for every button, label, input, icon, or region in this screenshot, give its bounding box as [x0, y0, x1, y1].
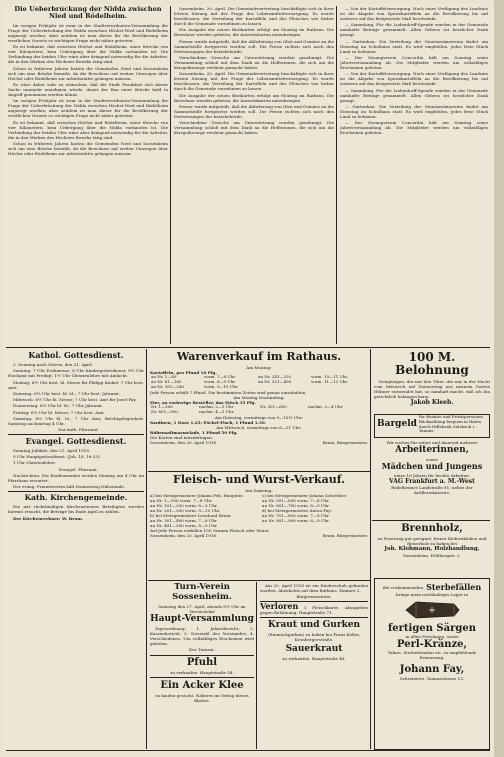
list-item: an Nr. 801—900 vorm. 8—9 Uhr	[262, 518, 329, 524]
article-paragraph: Ferner wurde mitgeteilt, daß die Ablieferung von Obst und Gemüse an die Sammelstelle fortgesetzt werden soll. Die Preise richten sich nach den Festsetzungen der Kreisbehörde.	[174, 38, 334, 54]
notice-line: Freitag: 6½ Uhr hl. Messe; 7 Uhr best. Amt.	[13, 409, 106, 415]
kirchengemeinde-title: Kath. Kirchengemeinde.	[24, 492, 128, 502]
notice-signature: Der Turnrat.	[188, 647, 216, 653]
belohnung-name: Jakob Kleeb.	[410, 399, 454, 407]
list-item: an Nr. 501—600 vorm. 7—8 Uhr	[262, 498, 329, 504]
schedule-table	[150, 405, 368, 415]
article-column-2	[174, 6, 334, 346]
brennholz-title: Brennholz,	[401, 523, 463, 534]
notice-line: 9 Uhr Hauptgottesdienst. (Joh. 16, 16-23).	[13, 454, 101, 460]
article-column-3	[340, 6, 488, 346]
list-item: an Nr. 601—700 vorm. 8—9 Uhr	[262, 503, 329, 509]
brennholz-text: zu Feuerung gut geeignet, ferner Kiefernkloben und Reiserholz zu haben bei	[377, 536, 487, 547]
warenverkauf-title: Warenverkauf im Rathaus.	[176, 351, 342, 363]
vag-ad	[374, 440, 490, 518]
section-rule	[260, 601, 368, 602]
table-cell: Nr. 1—300	[151, 403, 173, 409]
sarg-ad	[374, 578, 490, 750]
turnverein-title: Turn-Verein Sossenheim.	[172, 583, 232, 602]
page-edge	[494, 0, 504, 757]
belohnung-ad	[374, 351, 490, 413]
article-paragraph: — Sammlung. Für die Ludendorff-Spende wurden in der Gemeinde namhafte Beträge gesammelt. Allen Gebern sei herzlicher Dank gesagt.	[340, 22, 488, 38]
notice-day: Am Dienstag, vormittags von 9—10½ Uhr:	[214, 414, 304, 420]
vag-workers: Arbeiterinnen,	[395, 445, 469, 456]
notice-footer	[150, 440, 368, 445]
article-paragraph: — Von der Kartoffelversorgung. Nach einer Verfügung des Landrats ist die Abgabe von Speisekartoffeln an die Bevölkerung bis auf weiteres auf das festgesetzte Maß beschränkt.	[340, 71, 488, 87]
fund-text: Am 20. April 1918 ist ein Kinderschuh gefunden worden. Abzuholen auf dem Rathaus, Zimmer 2.	[260, 583, 368, 594]
notice-line: Mittwoch: 6½ Uhr hl. Messe; 7 Uhr best. Amt für Josef Fay.	[13, 397, 137, 403]
list-item: c) bei Metzgermeister Johann Schreiber:	[262, 493, 347, 499]
notice-note: Auf jede Person entfallen 100 Gramm Fleisch oder Wurst.	[150, 528, 271, 534]
vag-lead: Wir suchen für sofort und dauernd mehrere	[386, 440, 478, 445]
ev-gottesdienst-title: Evangel. Gottesdienst.	[25, 435, 127, 446]
column-divider	[370, 349, 371, 749]
article-paragraph: — Gartenbau. Die Verteilung der Gemüsesämereien findet am Dienstag im Schulhaus statt. Es wird empfohlen, jedes freie Stück Land zu bebauen.	[340, 103, 488, 120]
bargeld-ad	[374, 414, 490, 438]
fleisch-title: Fleisch- und Wurst-Verkauf.	[173, 474, 345, 486]
article-paragraph: Schon in früheren Jahren hatten die Gemeinden Nied und Sossenheim sich um eine Brücke bemüht, da die Bewohner auf weiten Umwegen über Höchst oder Rödelheim zur Arbeitsstätte gelangen müssen.	[8, 65, 168, 81]
article-paragraph: Schon in früheren Jahren hatten die Gemeinden Nied und Sossenheim sich um eine Brücke bemüht, da die Bewohner auf weiten Umwegen über Höchst oder Rödelheim zur Arbeitsstätte gelangen müssen.	[8, 140, 168, 157]
list-item: an Nr. 1—100 vorm. 7—8 Uhr	[150, 498, 212, 504]
notice-line: Sonntag: 7 Uhr Frühmesse; 8 Uhr Kindergottesdienst; 9½ Uhr Hochamt mit Predigt; 1½ Uhr Christenlehre mit Andacht.	[8, 368, 144, 379]
column-divider	[146, 349, 147, 749]
small-ads-column	[260, 583, 368, 749]
sarg-address: Schreinerei, Taunusstrasse 13.	[399, 676, 465, 681]
notice-item: Kartoffeln, pro Pfund 10 Pfg.	[150, 370, 217, 376]
table-cell: an Nr. 161—240	[151, 383, 185, 389]
kraut-title: Kraut und Gurken	[267, 620, 361, 631]
section-rule	[8, 434, 144, 435]
fleisch-list	[150, 493, 368, 528]
list-item: an Nr. 701—800 vorm. 7—8 Uhr	[262, 513, 329, 519]
article-paragraph: Die Ausgabe der neuen Brotkarten erfolgt am Montag im Rathaus. Die Bewohner werden gebeten, die Ausweiskarten mitzubringen.	[174, 92, 334, 103]
article-column-1	[8, 6, 168, 346]
notice-line: Donnerstag: 6½ Uhr hl. M.; 7 Uhr Jahramt.	[13, 403, 104, 409]
pfuhl-text: zu verkaufen. Hauptstraße 54.	[170, 670, 234, 676]
table-cell: Nr. 601—900	[151, 408, 178, 414]
article-paragraph: Die Ausgabe der neuen Brotkarten erfolgt am Montag im Rathaus. Die Bewohner werden gebeten, die Ausweiskarten mitzubringen.	[174, 27, 334, 38]
list-item: an Nr. 101—200 vorm. 8—9 Uhr	[150, 503, 217, 509]
list-item: an Nr. 301—400 vorm. 7—8 Uhr	[150, 518, 217, 524]
notice-item: Rübensaftmarmelade, 1 Pfund 50 Pfg.	[150, 429, 238, 435]
schedule-table	[150, 375, 368, 390]
vag-youth: Mädchen und Jungens	[381, 461, 483, 472]
sarg-title: Sterbefällen	[426, 582, 482, 592]
table-cell: nachm. 3—4 Uhr	[308, 403, 343, 409]
notice-date: Sossenheim, den 20. April 1918.	[150, 440, 218, 445]
list-item: b) bei Metzgermeister Leonhard Brum:	[150, 513, 232, 519]
table-cell: an Nr. 321—400	[258, 379, 292, 384]
notice-item: Sardinen, 1 Dose 1.25; Pöckel-Fisch, 1 Pfund 1.50.	[150, 419, 267, 425]
list-item: a) bei Metzgermeister Johann Feh, Hauptstr.:	[150, 493, 245, 499]
notice-signature: Bürgermeisterei.	[296, 594, 332, 600]
sarg-text: bringe mein reichhaltiges Lager in	[395, 592, 469, 597]
table-cell: nachm. 2—3 Uhr	[199, 403, 234, 409]
table-cell: Nr. 301—600	[259, 403, 287, 409]
turnverein-date: Samstag den 27. April, abends 8½ Uhr im Vereinslokal	[158, 604, 246, 615]
section-rule	[8, 491, 144, 492]
notice-note: Die Karten sind mitzubringen.	[150, 434, 213, 440]
table-cell: an Nr. 81—160	[151, 379, 182, 384]
brennholz-address: Sossenheim, Feldbergstr. 5.	[403, 552, 461, 558]
article-paragraph: Es ist bekannt, daß zwischen Höchst und Rödelheim, einer Strecke von vier Kilometern, kein Uebergang über die Nidda vorhanden ist. Die Verbindung der beiden Ufer wäre aber dringend notwendig für die Arbeiter, die in den Werken des Höchster Bezirks tätig sind.	[8, 44, 168, 65]
notice-day: Am Montag:	[246, 365, 272, 370]
notice-line: Die mit rückständigen Kirchensteuern Beteiligten werden hiermit ersucht, die Beträge bis Ende April zu zahlen.	[8, 504, 144, 515]
sauerkraut-text: zu verkaufen. Hauptstraße 48.	[282, 656, 346, 662]
sauerkraut-title: Sauerkraut	[285, 644, 343, 655]
turnverein-notice	[150, 583, 254, 749]
article-paragraph: Es ist bekannt, daß zwischen Höchst und Rödelheim, einer Strecke von vier Kilometern, kein Uebergang über die Nidda vorhanden ist. Die Verbindung der beiden Ufer wäre aber dringend notwendig für die Arbeiter, die in den Werken des Höchster Bezirks tätig sind.	[8, 119, 168, 140]
newspaper-page	[4, 4, 498, 752]
table-cell: nachm. 4—5 Uhr	[199, 408, 234, 414]
page-bottom-rule	[6, 750, 490, 751]
sarg-text3: Talare, Sterbehemden etc. in empfehlende Erinnerung.	[387, 650, 477, 660]
belohnung-text: Demjenigen, der mir den Täter, der mir in der Nacht vom Mittwoch auf Donnerstag aus meinem Garten Hühner entwendet hat, so namhaft macht, daß ich ihn gerichtlich belangen kann.	[374, 379, 490, 400]
table-cell: vorm. 7—8 Uhr	[204, 374, 236, 380]
table-cell: an Nr. 241—320	[258, 374, 292, 380]
notice-day: Am Mittwoch, vormittags von 8—11 Uhr:	[216, 424, 302, 430]
article-paragraph: Sossenheim, 20. April. Die Gemeindevertretung beschäftigte sich in ihrer letzten Sitzung mit der Frage der Lebensmittelversorgung. Es wurde beschlossen, die Verteilung der Kartoffeln und des Fleisches wie bisher durch die Gemeinde vornehmen zu lassen.	[174, 71, 334, 92]
bargeld-title: Bargeld	[377, 419, 417, 430]
church-notices-column	[8, 351, 144, 749]
bargeld-text: für Beamte und Privatpersonen. Rückzahlung bequem in Raten durch Hilfsbank Sulzbach i. Taunus.	[418, 414, 485, 434]
article-paragraph: Verschiedene Gesuche um Unterstützung wurden genehmigt. Die Versammlung schloß mit dem Dank an die Helferinnen, die sich um die Kriegsfürsorge verdient gemacht haben.	[174, 54, 334, 71]
notice-item: Eier, an vorherige Besteller, das Stück 35 Pfg.	[150, 399, 256, 405]
article-paragraph: — Der Gesangverein Concordia hält am Sonntag seine Jahresversammlung ab. Die Mitglieder werden um vollzähliges Erscheinen gebeten.	[340, 54, 488, 71]
notice-line: Dienstag: 6½ Uhr best. hl. M.; 7 Uhr best. Jahramt.	[13, 390, 121, 396]
acker-title: Ein Acker Klee	[160, 680, 244, 692]
table-cell: an Nr. 1—80	[151, 374, 177, 380]
kraut-text: (Einmachgurken) zu haben bei Franz Keller, Kronbergerstraße.	[268, 632, 360, 643]
vag-sowie: sowie	[426, 457, 438, 463]
article-paragraph: Ferner wurde mitgeteilt, daß die Ablieferung von Obst und Gemüse an die Sammelstelle fortgesetzt werden soll. Die Preise richten sich nach den Festsetzungen der Kreisbehörde.	[174, 103, 334, 120]
article-paragraph: — Der Gesangverein Concordia hält am Sonntag seine Jahresversammlung ab. Die Mitglieder werden um vollzähliges Erscheinen gebeten.	[340, 120, 488, 136]
vag-address: Rödelheimer Landstraße 81, neben der Artilleriekaserne.	[391, 485, 473, 496]
column-divider	[336, 6, 337, 344]
list-item: an Nr. 201—300 vorm. 9—10 Uhr	[150, 508, 220, 514]
article-paragraph: Verschiedene Gesuche um Unterstützung wurden genehmigt. Die Versammlung schloß mit dem Dank an die Helferinnen, die sich um die Kriegsfürsorge verdient gemacht haben.	[174, 120, 334, 136]
notice-line: 1 Uhr Christenlehre.	[13, 460, 57, 466]
section-rule	[148, 580, 370, 581]
table-cell: vorm. 11—12 Uhr	[311, 379, 348, 384]
notice-line: Samstag: 6½ Uhr hl. M.; 7 Uhr Amt; Beichtgelegenheit: Samstag nachmittag 4 Uhr.	[8, 415, 144, 426]
table-cell: vorm. 10—11 Uhr	[311, 374, 348, 380]
vag-text: unter 16 Jahren für leichte Arbeiten.	[393, 473, 471, 479]
column-divider	[170, 6, 171, 344]
section-rule	[372, 520, 490, 521]
notice-signature: Der Kirchenrechner: W. Brum.	[13, 515, 84, 521]
fleisch-notice	[150, 474, 368, 578]
table-cell: vorm. 8—9 Uhr	[204, 379, 236, 384]
table-cell: vorm. 9—10 Uhr	[204, 383, 238, 389]
sarg-name: Johann Fay,	[399, 664, 465, 675]
notice-day: Am Montag Nachmittag:	[233, 394, 285, 400]
belohnung-title: 100 M. Belohnung	[395, 351, 469, 377]
article-paragraph: — Gartenbau. Die Verteilung der Gemüsesämereien findet am Dienstag im Schulhaus statt. Es wird empfohlen, jedes freie Stück Land zu bebauen.	[340, 38, 488, 54]
verloren-text: 1 Fleischkarte. Abzugeben gegen Belohnung. Hauptstraße 71.	[260, 605, 368, 616]
verloren-title: Verloren	[260, 601, 299, 612]
notice-note: Jede Person erhält 7 Pfund. Die bestimmten Zeiten sind genau einzuhalten.	[150, 389, 307, 395]
article-paragraph: Sossenheim, 20. April. Die Gemeindevertretung beschäftigte sich in ihrer letzten Sitzung mit der Frage der Lebensmittelversorgung. Es wurde beschlossen, die Verteilung der Kartoffeln und des Fleisches wie bisher durch die Gemeinde vornehmen zu lassen.	[174, 6, 334, 27]
vag-firm: VAG Frankfurt a. M.-West	[389, 478, 475, 486]
notice-signature: Das kath. Pfarramt.	[58, 427, 99, 433]
article-title: Die Ueberbrückung der Nidda zwischen Nied und Rödelheim.	[14, 6, 162, 21]
turnverein-text: Tagesordnung: 1. Jahresbericht; 2. Kassenbericht; 3. Neuwahl des Vorstandes; 4. Verschiedenes. Um vollzähliges Erscheinen wird gebeten.	[150, 626, 254, 647]
section-rule	[148, 471, 370, 472]
acker-text: zu kaufen gesucht. Näheres im Verlag dieses Blattes.	[155, 693, 249, 704]
notice-line: Sonntag Jubilate, den 21. April 1918.	[13, 447, 91, 453]
notice-signature: Evangel. Pfarramt.	[58, 466, 99, 472]
notice-line: 3. Sonntag nach Ostern, den 21. April.	[13, 362, 94, 367]
brennholz-ad	[374, 523, 490, 575]
notice-date: Sossenheim, den 20. April 1918.	[150, 533, 218, 539]
article-paragraph: Im vorigen Frühjahr ist zwar in der Stadtverordneten-Versammlung die Frage der Ueberbrückung der Nidda zwischen Höchst-Nied und Rödelheim angeregt worden; aber seitdem ist man dieser für die Bevölkerung der westlichen Vororte so wichtigen Frage nicht näher getreten.	[8, 22, 168, 43]
warenverkauf-notice	[150, 351, 368, 469]
sarg-text2: in allen Preislagen, sowie	[405, 634, 459, 639]
article-paragraph: — Von der Kartoffelversorgung. Nach einer Verfügung des Landrats ist die Abgabe von Speisekartoffeln an die Bevölkerung bis auf weiteres auf das festgesetzte Maß beschränkt.	[340, 6, 488, 22]
section-rule	[150, 677, 254, 678]
sarg-header	[375, 582, 489, 592]
sarg-lead: Bei vorkommenden	[382, 584, 424, 590]
list-item: an Nr. 401—500 vorm. 8—9 Uhr	[150, 523, 217, 529]
article-paragraph: Im vorigen Frühjahr ist zwar in der Stadtverordneten-Versammlung die Frage der Ueberbrückung der Nidda zwischen Höchst-Nied und Rödelheim angeregt worden; aber seitdem ist man dieser für die Bevölkerung der westlichen Vororte so wichtigen Frage nicht näher getreten.	[8, 98, 168, 119]
notice-footer	[150, 533, 368, 538]
kath-gottesdienst-title: Kathol. Gottesdienst.	[28, 351, 124, 360]
section-rule	[6, 347, 490, 348]
notice-line: Nachrichten: Die Konfirmanden werden Montag um 4 Uhr im Pfarrhaus erwartet.	[8, 472, 144, 483]
notice-line: Montag: 6½ Uhr best. hl. Messe für Philipp Kinkel; 7 Uhr best. Amt.	[8, 379, 144, 390]
brennholz-firm: Joh. Klohmann, Holzhandlung,	[384, 546, 480, 553]
turnverein-event: Haupt-Versammlung	[150, 614, 254, 625]
sarg-big: fertigen Särgen	[387, 623, 477, 634]
notice-day: Am Samstag:	[245, 488, 273, 493]
section-rule	[260, 617, 368, 618]
coffin-icon	[375, 599, 489, 621]
sarg-wreaths: Perl-Kränze,	[396, 639, 468, 650]
article-paragraph: — Sammlung. Für die Ludendorff-Spende wurden in der Gemeinde namhafte Beträge gesammelt. Allen Gebern sei herzlicher Dank gesagt.	[340, 87, 488, 103]
section-rule	[150, 655, 254, 656]
column-divider	[256, 582, 257, 749]
list-item: d) bei Metzgermeister Anton Fay:	[262, 508, 332, 514]
notice-signature: Brum, Bürgermeister.	[322, 533, 368, 539]
pfuhl-title: Pfuhl	[186, 657, 218, 669]
notice-signature: Brum, Bürgermeister.	[322, 440, 368, 445]
article-paragraph: Es wäre daher sehr zu wünschen, daß die Stadt Frankfurt sich dieser Sache nunmehr annehmen würde, damit der Bau einer Brücke bald in Angriff genommen werden könne.	[8, 81, 168, 97]
notice-line: Der evang. Frauenverein hält Donnerstag Nähstunde.	[13, 484, 126, 490]
